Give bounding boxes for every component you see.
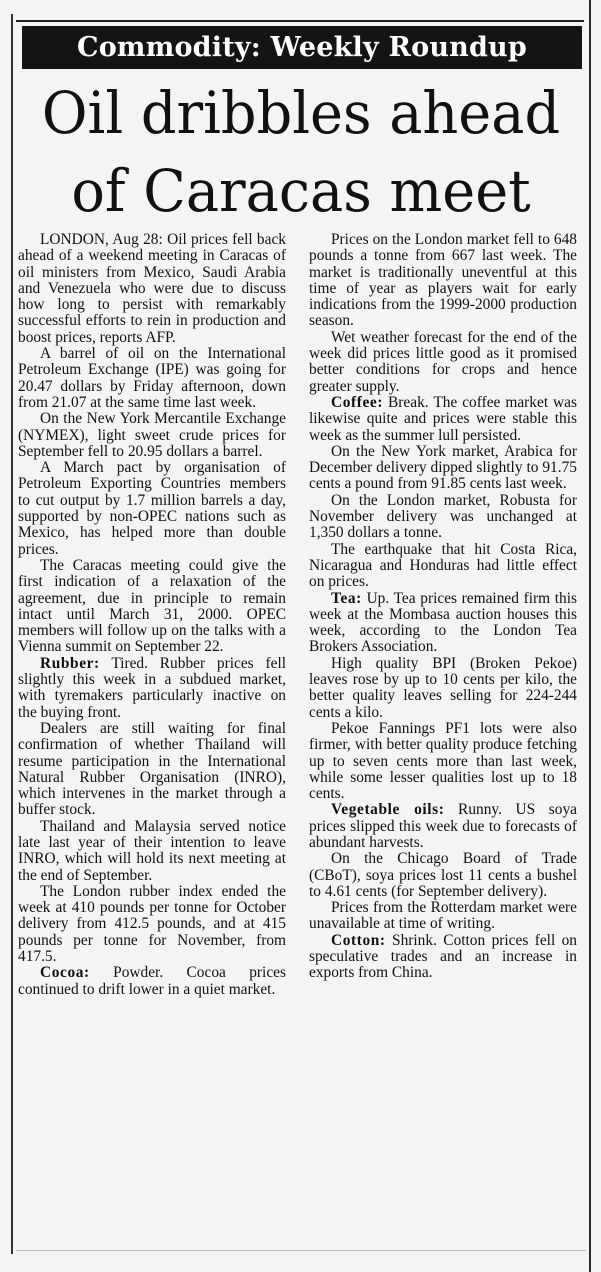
paragraph [309, 933, 577, 982]
top-rule [16, 20, 584, 22]
paragraph [309, 591, 577, 656]
paragraph: Pekoe Fannings PF1 lots were also firmer, with better quality produce fetching up to seven cents more than last week, while some lesser qualities lost up to 18 cents. [309, 719, 577, 803]
paragraph [18, 965, 286, 998]
paragraph: Prices from the Rotterdam market were unavailable at time of writing. [309, 899, 577, 933]
paragraph: A barrel of oil on the International Petroleum Exchange (IPE) was going for 20.47 dollars by Friday afternoon, down from 21.07 at the same time last week. [18, 345, 286, 411]
article-column-left [18, 232, 286, 998]
paragraph [18, 656, 286, 721]
paragraph: Dealers are still waiting for final confirmation of whether Thailand will resume participation in the International Natural Rubber Organisation (INRO), which intervenes in the market through a buffer stock. [18, 719, 286, 819]
section-label-tea: Tea: [331, 589, 362, 607]
paragraph: The Caracas meeting could give the first indication of a relaxation of the agreement, due in principle to remain intact until March 31, 2000. OPEC members will follow up on the talks with a Vienna summit on September 22. [18, 556, 286, 656]
paragraph: The earthquake that hit Costa Rica, Nicaragua and Honduras had little effect on prices. [309, 540, 577, 591]
paragraph-text: Tired. Rubber prices fell slightly this week in a subdued market, with tyremakers particularly inactive on the buying front. [18, 654, 286, 721]
right-border-rule [589, 0, 591, 1272]
paragraph: On the Chicago Board of Trade (CBoT), soya prices lost 11 cents a bushel to 4.61 cents (for September delivery). [309, 850, 577, 900]
section-label-coffee: Coffee: [331, 393, 384, 411]
section-label-cocoa: Cocoa: [40, 964, 90, 982]
paragraph: On the New York Mercantile Exchange (NYMEX), light sweet crude prices for September fell to 20.95 dollars a barrel. [18, 410, 286, 460]
paragraph [309, 395, 577, 444]
headline-line-1: Oil dribbles ahead [41, 79, 561, 147]
section-banner: Commodity: Weekly Roundup [22, 26, 582, 69]
paragraph-text: Powder. Cocoa prices continued to drift lower in a quiet market. [18, 964, 286, 998]
paragraph: Prices on the London market fell to 648 pounds a tonne from 667 last week. The market is traditionally uneventful at this time of year as players wait for early indications from the 1999-2000 production season. [309, 231, 577, 330]
headline [27, 74, 574, 230]
paragraph: On the New York market, Arabica for December delivery dipped slightly to 91.75 cents a pound from 91.85 cents last week. [309, 442, 577, 493]
paragraph-text: Shrink. Cotton prices fell on speculative trades and an increase in exports from China. [309, 931, 577, 982]
paragraph-text: Up. Tea prices remained firm this week at the Mombasa auction houses this week, according to the London Tea Brokers Association. [309, 589, 577, 656]
section-label-vegetable-oils: Vegetable oils: [331, 801, 445, 819]
section-label-rubber: Rubber: [40, 654, 100, 672]
paragraph: Wet weather forecast for the end of the week did prices little good as it promised better conditions for crops and hence greater supply. [309, 328, 577, 395]
paragraph: On the London market, Robusta for November delivery was unchanged at 1,350 dollars a tonne. [309, 491, 577, 542]
paragraph: A March pact by organisation of Petroleum Exporting Countries members to cut output by 1.7 million barrels a day, supported by non-OPEC nations such as Mexico, has helped more than double prices. [18, 459, 286, 558]
left-border-rule [11, 14, 13, 1254]
section-label-cotton: Cotton: [331, 931, 386, 949]
paragraph: High quality BPI (Broken Pekoe) leaves rose by up to 10 cents per kilo, the better quality leaves selling for 224-244 cents a kilo. [309, 654, 577, 721]
paragraph: The London rubber index ended the week at 410 pounds per tonne for October delivery from 412.5 pounds, and at 415 pounds per tonne for November, from 417.5. [18, 882, 286, 966]
headline-line-2: of Caracas meet [71, 157, 531, 225]
paragraph: Thailand and Malaysia served notice late last year of their intention to leave INRO, which will hold its next meeting at the end of September. [18, 817, 286, 884]
paragraph: LONDON, Aug 28: Oil prices fell back ahead of a weekend meeting in Caracas of oil ministers from Mexico, Saudi Arabia and Venezuela who were due to discuss how long to persist with remarkably successful efforts to rein in production and boost prices, reports AFP. [18, 231, 286, 346]
article-column-right [309, 232, 577, 982]
paragraph-text: Break. The coffee market was likewise quite and prices were stable this week as the summer lull persisted. [309, 393, 577, 444]
paragraph [309, 802, 577, 851]
bottom-rule [16, 1250, 586, 1251]
paragraph-text: Runny. US soya prices slipped this week due to forecasts of abundant harvests. [309, 801, 577, 851]
